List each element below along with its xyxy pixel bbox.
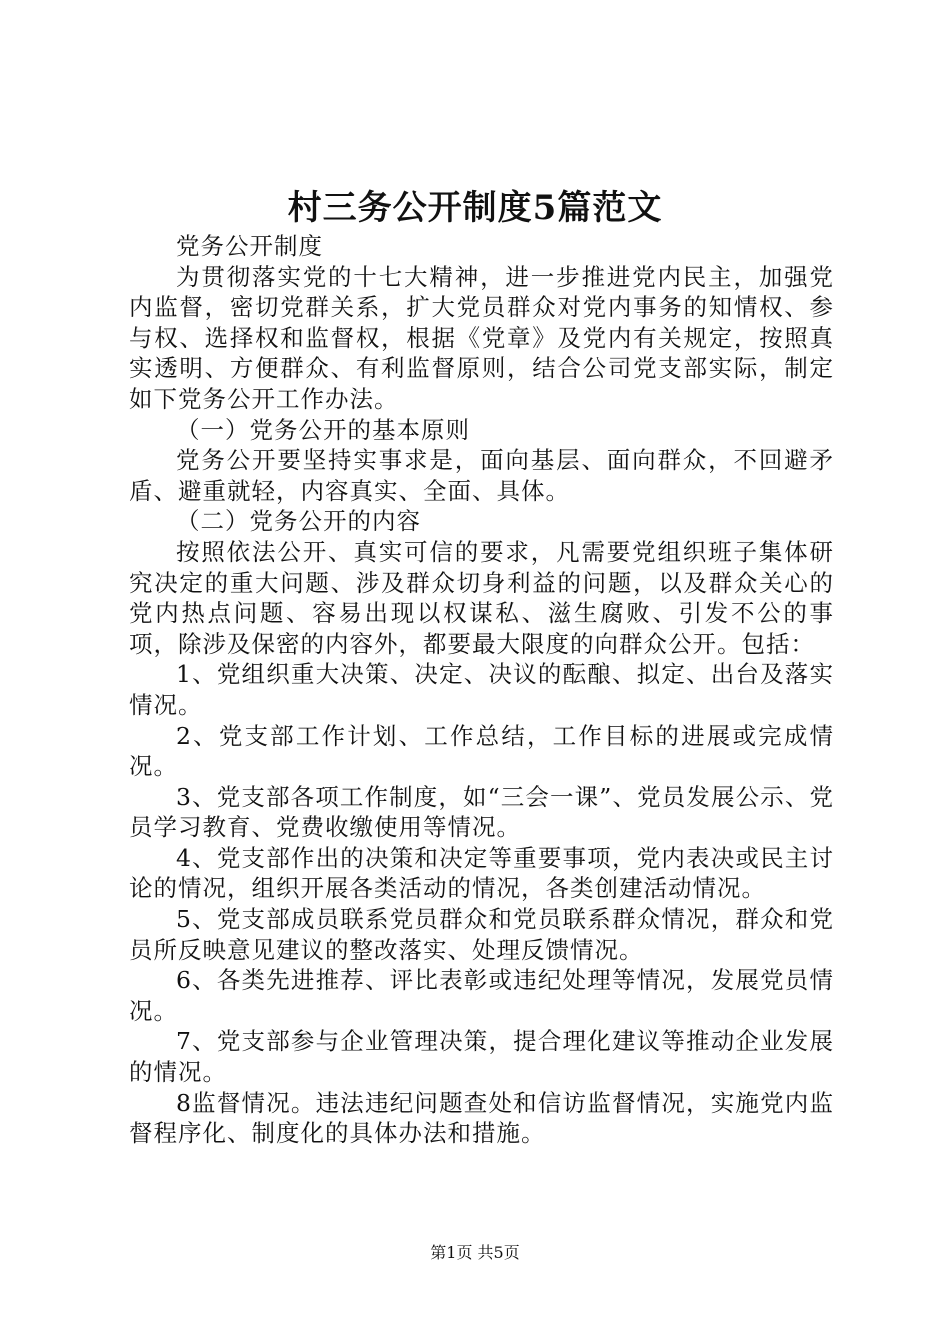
paragraph: 按照依法公开、真实可信的要求，凡需要党组织班子集体研究决定的重大问题、涉及群众切身利益的问题，以及群众关心的党内热点问题、容易出现以权谋私、滋生腐败、引发不公的事项，除涉及保密的内容外，都要最大限度的向群众公开。包括： (129, 537, 834, 658)
list-item: 7、党支部参与企业管理决策，提合理化建议等推动企业发展的情况。 (129, 1027, 834, 1087)
list-item: 5、党支部成员联系党员群众和党员联系群众情况，群众和党员所反映意见建议的整改落实、处理反馈情况。 (129, 905, 834, 964)
list-item: 3、党支部各项工作制度，如“三会一课”、党员发展公示、党员学习教育、党费收缴使用等情况。 (129, 782, 834, 842)
page-number-footer: 第1页 共5页 (430, 1243, 520, 1262)
paragraph: 为贯彻落实党的十七大精神，进一步推进党内民主，加强党内监督，密切党群关系，扩大党员群众对党内事务的知情权、参与权、选择权和监督权，根据《党章》及党内有关规定，按照真实透明、方便群众、有利监督原则，结合公司党支部实际，制定如下党务公开工作办法。 (129, 262, 834, 413)
list-item: 8监督情况。违法违纪问题查处和信访监督情况，实施党内监督程序化、制度化的具体办法和措施。 (129, 1088, 834, 1148)
section-subheading: （一）党务公开的基本原则 (176, 415, 470, 444)
section-heading: 党务公开制度 (176, 232, 323, 260)
section-subheading: （二）党务公开的内容 (176, 507, 421, 536)
list-item: 4、党支部作出的决策和决定等重要事项，党内表决或民主讨论的情况，组织开展各类活动的情况，各类创建活动情况。 (129, 843, 834, 903)
document-title: 村三务公开制度5篇范文 (287, 188, 663, 228)
list-item: 2、党支部工作计划、工作总结，工作目标的进展或完成情况。 (129, 721, 834, 781)
list-item: 1、党组织重大决策、决定、决议的酝酿、拟定、出台及落实情况。 (129, 660, 834, 719)
paragraph: 党务公开要坚持实事求是，面向基层、面向群众，不回避矛盾、避重就轻，内容真实、全面、具体。 (129, 446, 834, 505)
document-body (129, 231, 834, 1149)
list-item: 6、各类先进推荐、评比表彰或违纪处理等情况，发展党员情况。 (129, 966, 834, 1025)
